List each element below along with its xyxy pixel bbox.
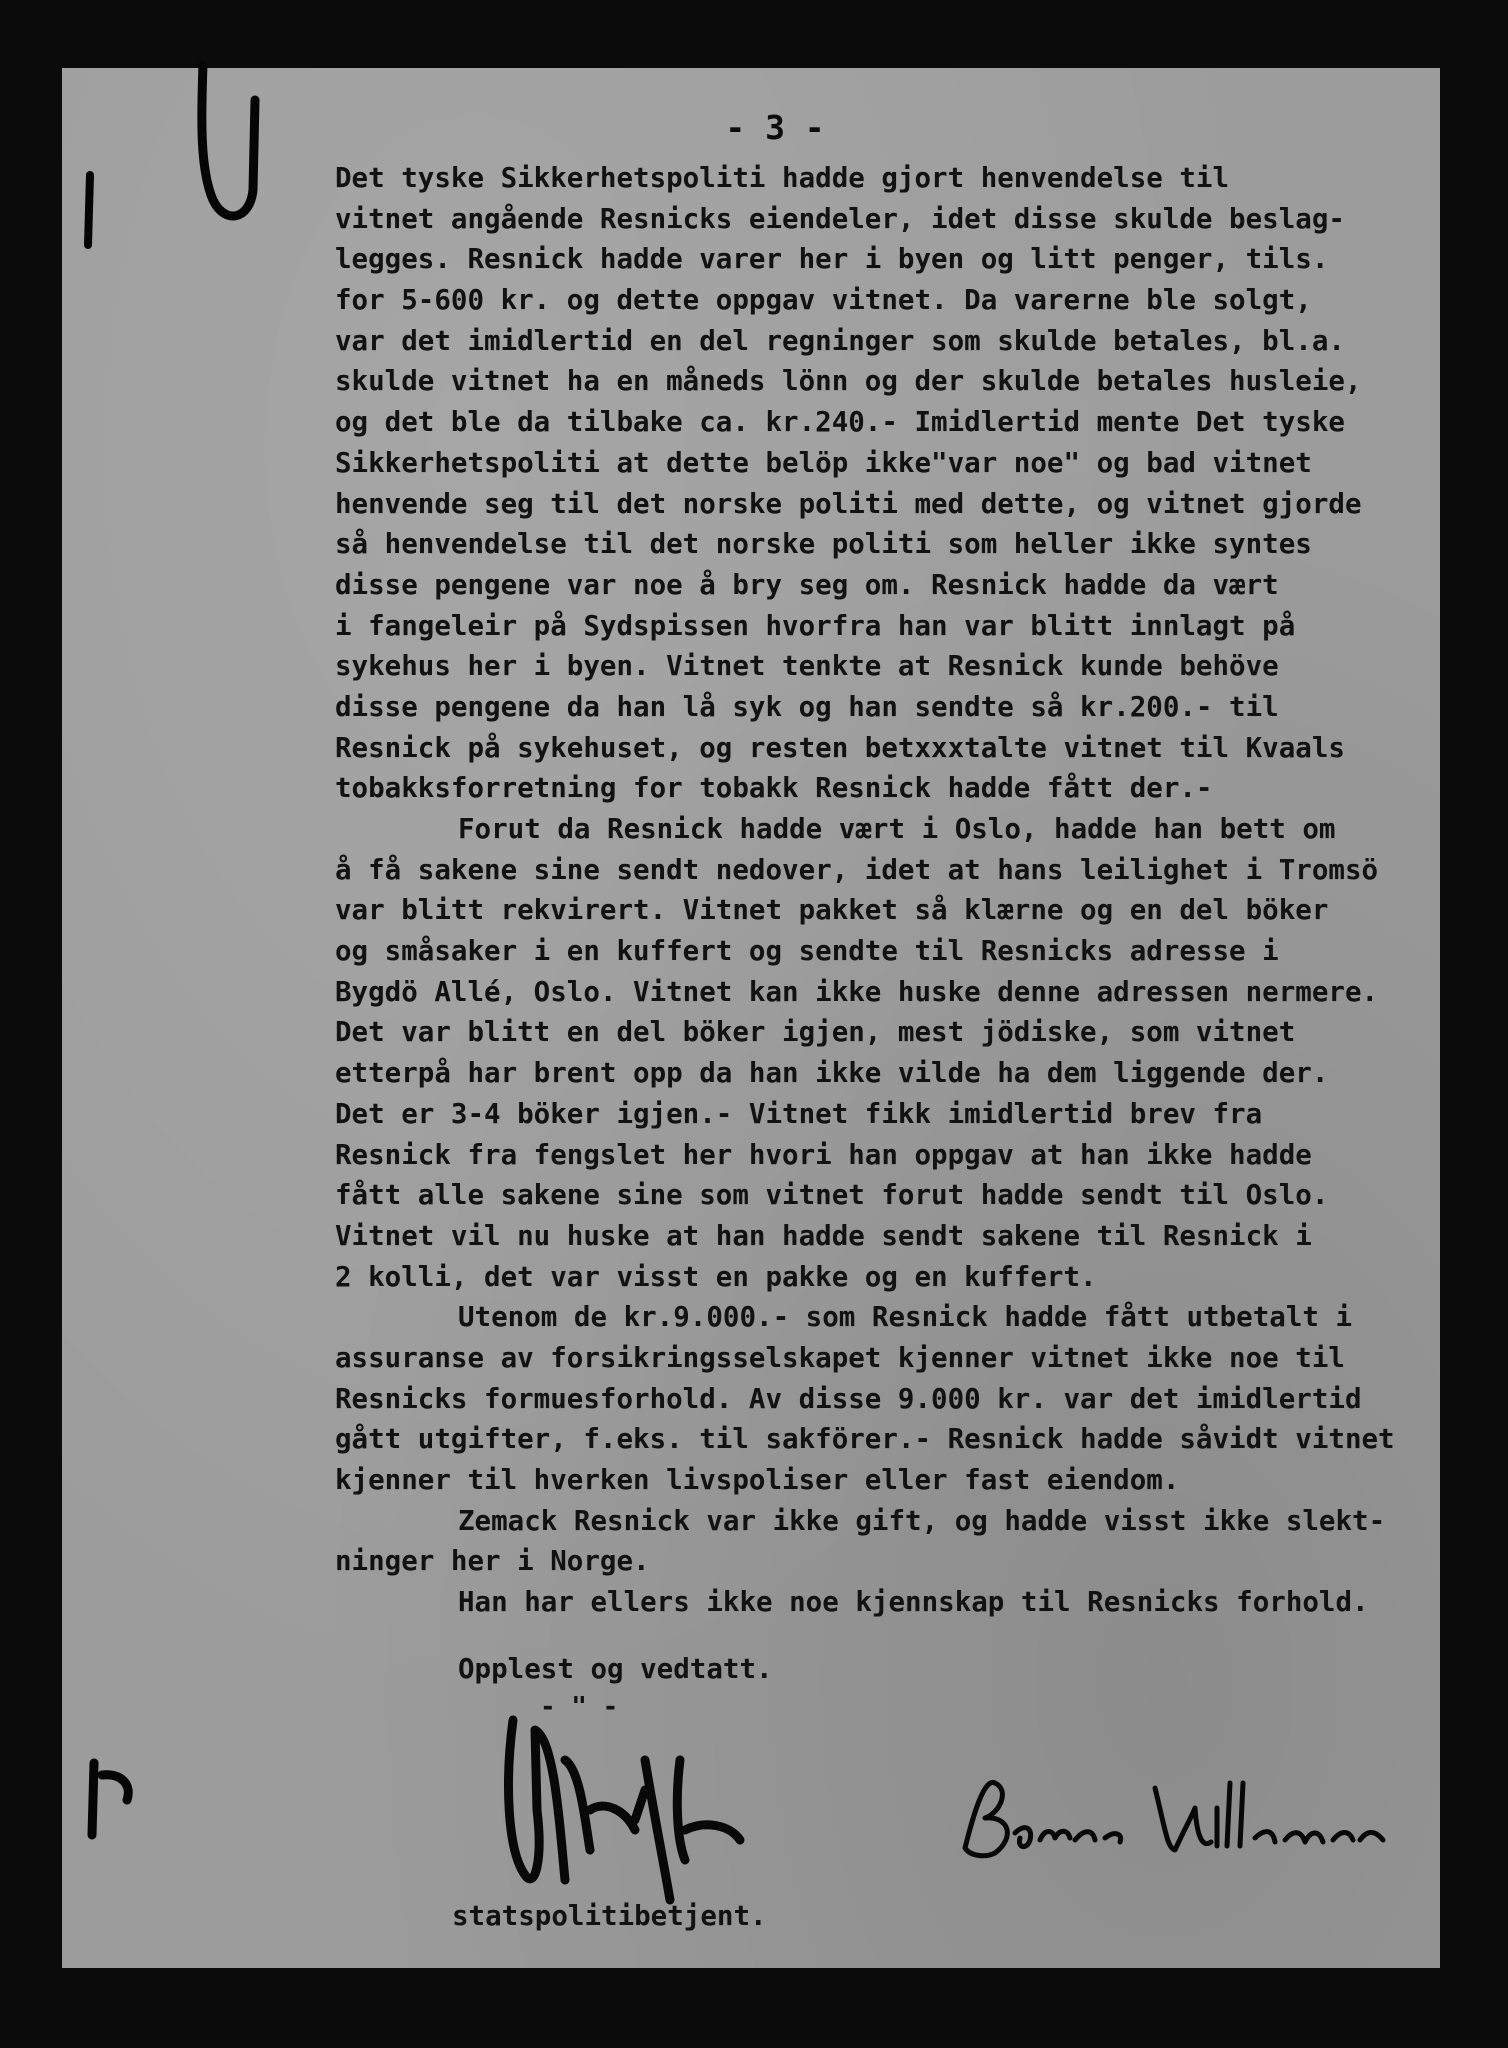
text-line: Det er 3-4 böker igjen.- Vitnet fikk imidlertid brev fra bbox=[335, 1097, 1263, 1130]
signature-right bbox=[955, 1768, 1395, 1868]
text-line: assuranse av forsikringsselskapet kjenner vitnet ikke noe til bbox=[335, 1341, 1345, 1374]
text-line: i fangeleir på Sydspissen hvorfra han var blitt innlagt på bbox=[335, 609, 1296, 642]
text-line: Utenom de kr.9.000.- som Resnick hadde fått utbetalt i bbox=[458, 1301, 1353, 1334]
text-line: var blitt rekvirert. Vitnet pakket så klærne og en del böker bbox=[335, 894, 1329, 927]
text-line: var det imidlertid en del regninger som skulde betales, bl.a. bbox=[335, 324, 1345, 357]
text-line: Resnick fra fengslet her hvori han oppgav at han ikke hadde bbox=[335, 1138, 1312, 1171]
text-line: disse pengene da han lå syk og han sendte så kr.200.- til bbox=[335, 690, 1279, 723]
text-line: og småsaker i en kuffert og sendte til Resnicks adresse i bbox=[335, 935, 1279, 968]
hole-punch-mark bbox=[80, 170, 100, 250]
text-line: Sikkerhetspoliti at dette belöp ikke"var noe" og bad vitnet bbox=[335, 446, 1312, 479]
text-line: sykehus her i byen. Vitnet tenkte at Resnick kunde behöve bbox=[335, 650, 1279, 683]
text-line: Resnick på sykehuset, og resten betxxxtalte vitnet til Kvaals bbox=[335, 731, 1345, 764]
text-line: skulde vitnet ha en måneds lönn og der skulde betales husleie, bbox=[335, 365, 1362, 398]
text-line: tobakksforretning for tobakk Resnick hadde fått der.- bbox=[335, 772, 1213, 805]
text-line: fått alle sakene sine som vitnet forut hadde sendt til Oslo. bbox=[335, 1179, 1329, 1212]
text-line: Zemack Resnick var ikke gift, og hadde visst ikke slekt- bbox=[458, 1504, 1386, 1537]
hole-punch-mark bbox=[82, 1755, 142, 1845]
testimony-text bbox=[335, 158, 1440, 1623]
text-line: henvende seg til det norske politi med dette, og vitnet gjorde bbox=[335, 487, 1362, 520]
text-line: gått utgifter, f.eks. til sakförer.- Resnick hadde såvidt vitnet bbox=[335, 1423, 1395, 1456]
text-line: vitnet angående Resnicks eiendeler, idet disse skulde beslag- bbox=[335, 202, 1345, 235]
text-line: legges. Resnick hadde varer her i byen og litt penger, tils. bbox=[335, 243, 1329, 276]
text-line: Han har ellers ikke noe kjennskap til Resnicks forhold. bbox=[458, 1586, 1369, 1619]
text-line: å få sakene sine sendt nedover, idet at hans leilighet i Tromsö bbox=[335, 853, 1379, 886]
text-line: 2 kolli, det var visst en pakke og en kuffert. bbox=[335, 1260, 1097, 1293]
text-line: og det ble da tilbake ca. kr.240.- Imidlertid mente Det tyske bbox=[335, 406, 1345, 439]
text-line: ninger her i Norge. bbox=[335, 1545, 650, 1578]
paper-clip-mark bbox=[195, 60, 265, 230]
page-number: - 3 - bbox=[725, 108, 825, 147]
text-line: Det tyske Sikkerhetspoliti hadde gjort henvendelse til bbox=[335, 162, 1230, 194]
text-line: disse pengene var noe å bry seg om. Resnick hadde da vært bbox=[335, 568, 1279, 601]
ditto-mark: - " - bbox=[540, 1692, 619, 1722]
closing-statement: Opplest og vedtatt. bbox=[458, 1653, 773, 1685]
text-line: Det var blitt en del böker igjen, mest jödiske, som vitnet bbox=[335, 1016, 1296, 1049]
text-line: for 5-600 kr. og dette oppgav vitnet. Da varerne ble solgt, bbox=[335, 284, 1312, 317]
text-line: Vitnet vil nu huske at han hadde sendt sakene til Resnick i bbox=[335, 1219, 1312, 1252]
text-line: kjenner til hverken livspoliser eller fast eiendom. bbox=[335, 1464, 1180, 1496]
text-line: Forut da Resnick hadde vært i Oslo, hadde han bett om bbox=[458, 813, 1336, 845]
text-line: etterpå har brent opp da han ikke vilde ha dem liggende der. bbox=[335, 1057, 1329, 1090]
signature-left bbox=[495, 1700, 755, 1930]
text-line: Resnicks formuesforhold. Av disse 9.000 kr. var det imidlertid bbox=[335, 1382, 1362, 1415]
officer-title: statspolitibetjent. bbox=[452, 1900, 767, 1932]
text-line: Bygdö Allé, Oslo. Vitnet kan ikke huske denne adressen nermere. bbox=[335, 975, 1379, 1008]
text-line: så henvendelse til det norske politi som heller ikke syntes bbox=[335, 528, 1312, 561]
